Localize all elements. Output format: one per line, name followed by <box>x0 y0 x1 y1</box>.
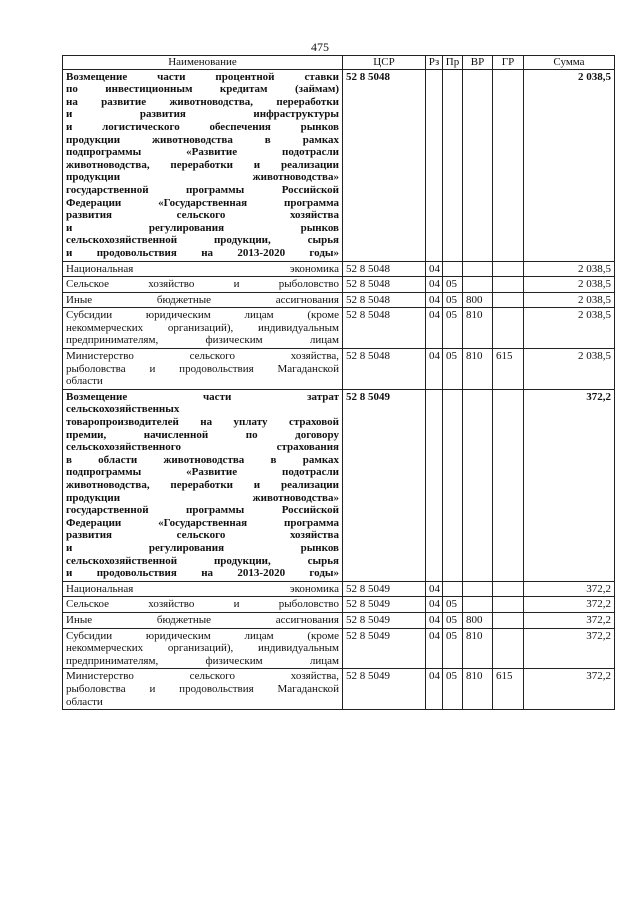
row-name-line: некоммерческих организаций), индивидуальным <box>66 642 339 655</box>
row-vr: 800 <box>463 612 493 628</box>
row-name-line: и регулирования рынков <box>66 221 339 234</box>
row-rz: 04 <box>426 349 443 390</box>
row-name-line: Иные бюджетные ассигнования <box>66 613 339 626</box>
row-csr: 52 8 5049 <box>343 597 426 613</box>
row-rz: 04 <box>426 308 443 349</box>
row-name-line: сельскохозяйственной продукции, сырья <box>66 554 339 567</box>
row-vr <box>463 69 493 261</box>
table-row <box>63 597 615 613</box>
header-sum: Сумма <box>524 56 615 70</box>
row-gr <box>493 581 524 597</box>
row-name-line: Национальная экономика <box>66 582 339 595</box>
row-pr <box>443 69 463 261</box>
header-name: Наименование <box>63 56 343 70</box>
row-name-line: области <box>66 375 103 388</box>
row-vr: 810 <box>463 669 493 710</box>
row-rz: 04 <box>426 277 443 293</box>
row-name-line: Министерство сельского хозяйства, <box>66 670 339 683</box>
header-csr: ЦСР <box>343 56 426 70</box>
row-rz <box>426 389 443 581</box>
row-rz: 04 <box>426 669 443 710</box>
row-name-line: Министерство сельского хозяйства, <box>66 350 339 363</box>
row-gr <box>493 389 524 581</box>
table-row <box>63 292 615 308</box>
row-gr <box>493 597 524 613</box>
row-name-line: Возмещение части затрат <box>66 390 339 403</box>
row-csr: 52 8 5049 <box>343 389 426 581</box>
table-row <box>63 349 615 390</box>
row-rz: 04 <box>426 628 443 669</box>
row-name-line: государственной программы Российской <box>66 504 339 517</box>
row-vr: 810 <box>463 308 493 349</box>
row-vr: 810 <box>463 349 493 390</box>
row-csr: 52 8 5048 <box>343 292 426 308</box>
row-name-line: рыболовства и продовольствия Магаданской <box>66 362 339 375</box>
row-name-line: премии, начисленной по договору <box>66 428 339 441</box>
table-body <box>63 69 615 710</box>
row-name-line: продукции животноводства» <box>66 171 339 184</box>
row-sum: 2 038,5 <box>524 277 615 293</box>
row-name-line: и продовольствия на 2013-2020 годы» <box>66 567 339 580</box>
budget-table <box>62 55 615 710</box>
row-gr <box>493 612 524 628</box>
row-name <box>63 277 343 293</box>
row-name <box>63 597 343 613</box>
row-pr: 05 <box>443 597 463 613</box>
row-csr: 52 8 5048 <box>343 308 426 349</box>
row-csr: 52 8 5048 <box>343 69 426 261</box>
row-pr <box>443 581 463 597</box>
row-pr: 05 <box>443 308 463 349</box>
row-sum: 2 038,5 <box>524 292 615 308</box>
row-name <box>63 389 343 581</box>
row-name <box>63 581 343 597</box>
row-name-line: и продовольствия на 2013-2020 годы» <box>66 246 339 259</box>
row-gr <box>493 261 524 277</box>
row-name-line: и регулирования рынков <box>66 541 339 554</box>
row-rz: 04 <box>426 292 443 308</box>
row-sum: 372,2 <box>524 389 615 581</box>
row-name-line: Субсидии юридическим лицам (кроме <box>66 629 339 642</box>
row-csr: 52 8 5049 <box>343 581 426 597</box>
row-name <box>63 69 343 261</box>
row-name <box>63 628 343 669</box>
row-name <box>63 308 343 349</box>
row-name-line: Федерации «Государственная программа <box>66 196 339 209</box>
row-name-line: государственной программы Российской <box>66 183 339 196</box>
row-csr: 52 8 5049 <box>343 628 426 669</box>
row-csr: 52 8 5049 <box>343 669 426 710</box>
row-name-line: продукции животноводства» <box>66 491 339 504</box>
row-name-line: животноводства, переработки и реализации <box>66 158 339 171</box>
row-sum: 372,2 <box>524 612 615 628</box>
row-name-line: предпринимателям, физическим лицам <box>66 654 339 667</box>
row-name-line: области <box>66 695 103 708</box>
row-pr: 05 <box>443 612 463 628</box>
row-name-line: подпрограммы «Развитие подотрасли <box>66 466 339 479</box>
row-rz <box>426 69 443 261</box>
row-name-line: развития сельского хозяйства <box>66 529 339 542</box>
row-name-line: предпринимателям, физическим лицам <box>66 334 339 347</box>
page-number: 475 <box>311 40 329 54</box>
row-name-line: Федерации «Государственная программа <box>66 516 339 529</box>
row-name-line: по инвестиционным кредитам (займам) <box>66 83 339 96</box>
row-name-line: Иные бюджетные ассигнования <box>66 293 339 306</box>
row-gr: 615 <box>493 349 524 390</box>
row-vr <box>463 581 493 597</box>
row-pr: 05 <box>443 292 463 308</box>
row-name-line: подпрограммы «Развитие подотрасли <box>66 146 339 159</box>
row-vr <box>463 277 493 293</box>
row-name-line: Сельское хозяйство и рыболовство <box>66 598 339 611</box>
table-row <box>63 277 615 293</box>
row-gr <box>493 308 524 349</box>
row-pr: 05 <box>443 628 463 669</box>
row-rz: 04 <box>426 597 443 613</box>
row-name-line: Сельское хозяйство и рыболовство <box>66 278 339 291</box>
row-sum: 2 038,5 <box>524 69 615 261</box>
row-name-line: Национальная экономика <box>66 262 339 275</box>
row-csr: 52 8 5049 <box>343 612 426 628</box>
row-vr <box>463 389 493 581</box>
row-csr: 52 8 5048 <box>343 277 426 293</box>
row-sum: 372,2 <box>524 581 615 597</box>
row-name-line: развития сельского хозяйства <box>66 209 339 222</box>
row-gr <box>493 292 524 308</box>
row-name <box>63 261 343 277</box>
row-name-line: животноводства, переработки и реализации <box>66 479 339 491</box>
table-row <box>63 669 615 710</box>
table-row <box>63 628 615 669</box>
row-sum: 372,2 <box>524 669 615 710</box>
row-name <box>63 612 343 628</box>
row-sum: 372,2 <box>524 628 615 669</box>
table-header-row <box>63 56 615 70</box>
row-gr <box>493 69 524 261</box>
row-rz: 04 <box>426 612 443 628</box>
row-name-line: на развитие животноводства, переработки <box>66 95 339 108</box>
row-name-line: Субсидии юридическим лицам (кроме <box>66 309 339 322</box>
row-name-line: рыболовства и продовольствия Магаданской <box>66 682 339 695</box>
table-row <box>63 581 615 597</box>
row-name-line: товаропроизводителей на уплату страховой <box>66 416 339 429</box>
row-sum: 2 038,5 <box>524 261 615 277</box>
row-pr <box>443 389 463 581</box>
row-name-line: сельскохозяйственной продукции, сырья <box>66 234 339 247</box>
row-name-line: некоммерческих организаций), индивидуальным <box>66 321 339 334</box>
row-gr: 615 <box>493 669 524 710</box>
table-row <box>63 69 615 261</box>
row-pr: 05 <box>443 277 463 293</box>
table-row <box>63 389 615 581</box>
row-gr <box>493 277 524 293</box>
row-name-line: Возмещение части процентной ставки <box>66 70 339 83</box>
row-name-line: сельскохозяйственных <box>66 403 180 416</box>
row-sum: 2 038,5 <box>524 349 615 390</box>
header-vr: ВР <box>463 56 493 70</box>
table-row <box>63 308 615 349</box>
table-row <box>63 612 615 628</box>
row-name-line: в области животноводства в рамках <box>66 453 339 466</box>
row-name <box>63 292 343 308</box>
row-name-line: и развития инфраструктуры <box>66 108 339 121</box>
row-vr <box>463 597 493 613</box>
row-name-line: продукции животноводства в рамках <box>66 133 339 146</box>
row-name <box>63 349 343 390</box>
row-rz: 04 <box>426 581 443 597</box>
header-gr: ГР <box>493 56 524 70</box>
row-vr: 800 <box>463 292 493 308</box>
table-row <box>63 261 615 277</box>
row-rz: 04 <box>426 261 443 277</box>
row-name <box>63 669 343 710</box>
row-csr: 52 8 5048 <box>343 261 426 277</box>
row-vr <box>463 261 493 277</box>
row-pr: 05 <box>443 349 463 390</box>
row-sum: 372,2 <box>524 597 615 613</box>
row-gr <box>493 628 524 669</box>
header-rz: Рз <box>426 56 443 70</box>
row-csr: 52 8 5048 <box>343 349 426 390</box>
row-sum: 2 038,5 <box>524 308 615 349</box>
row-pr: 05 <box>443 669 463 710</box>
header-pr: Пр <box>443 56 463 70</box>
row-name-line: и логистического обеспечения рынков <box>66 120 339 133</box>
row-vr: 810 <box>463 628 493 669</box>
row-name-line: сельскохозяйственного страхования <box>66 441 339 454</box>
row-pr <box>443 261 463 277</box>
